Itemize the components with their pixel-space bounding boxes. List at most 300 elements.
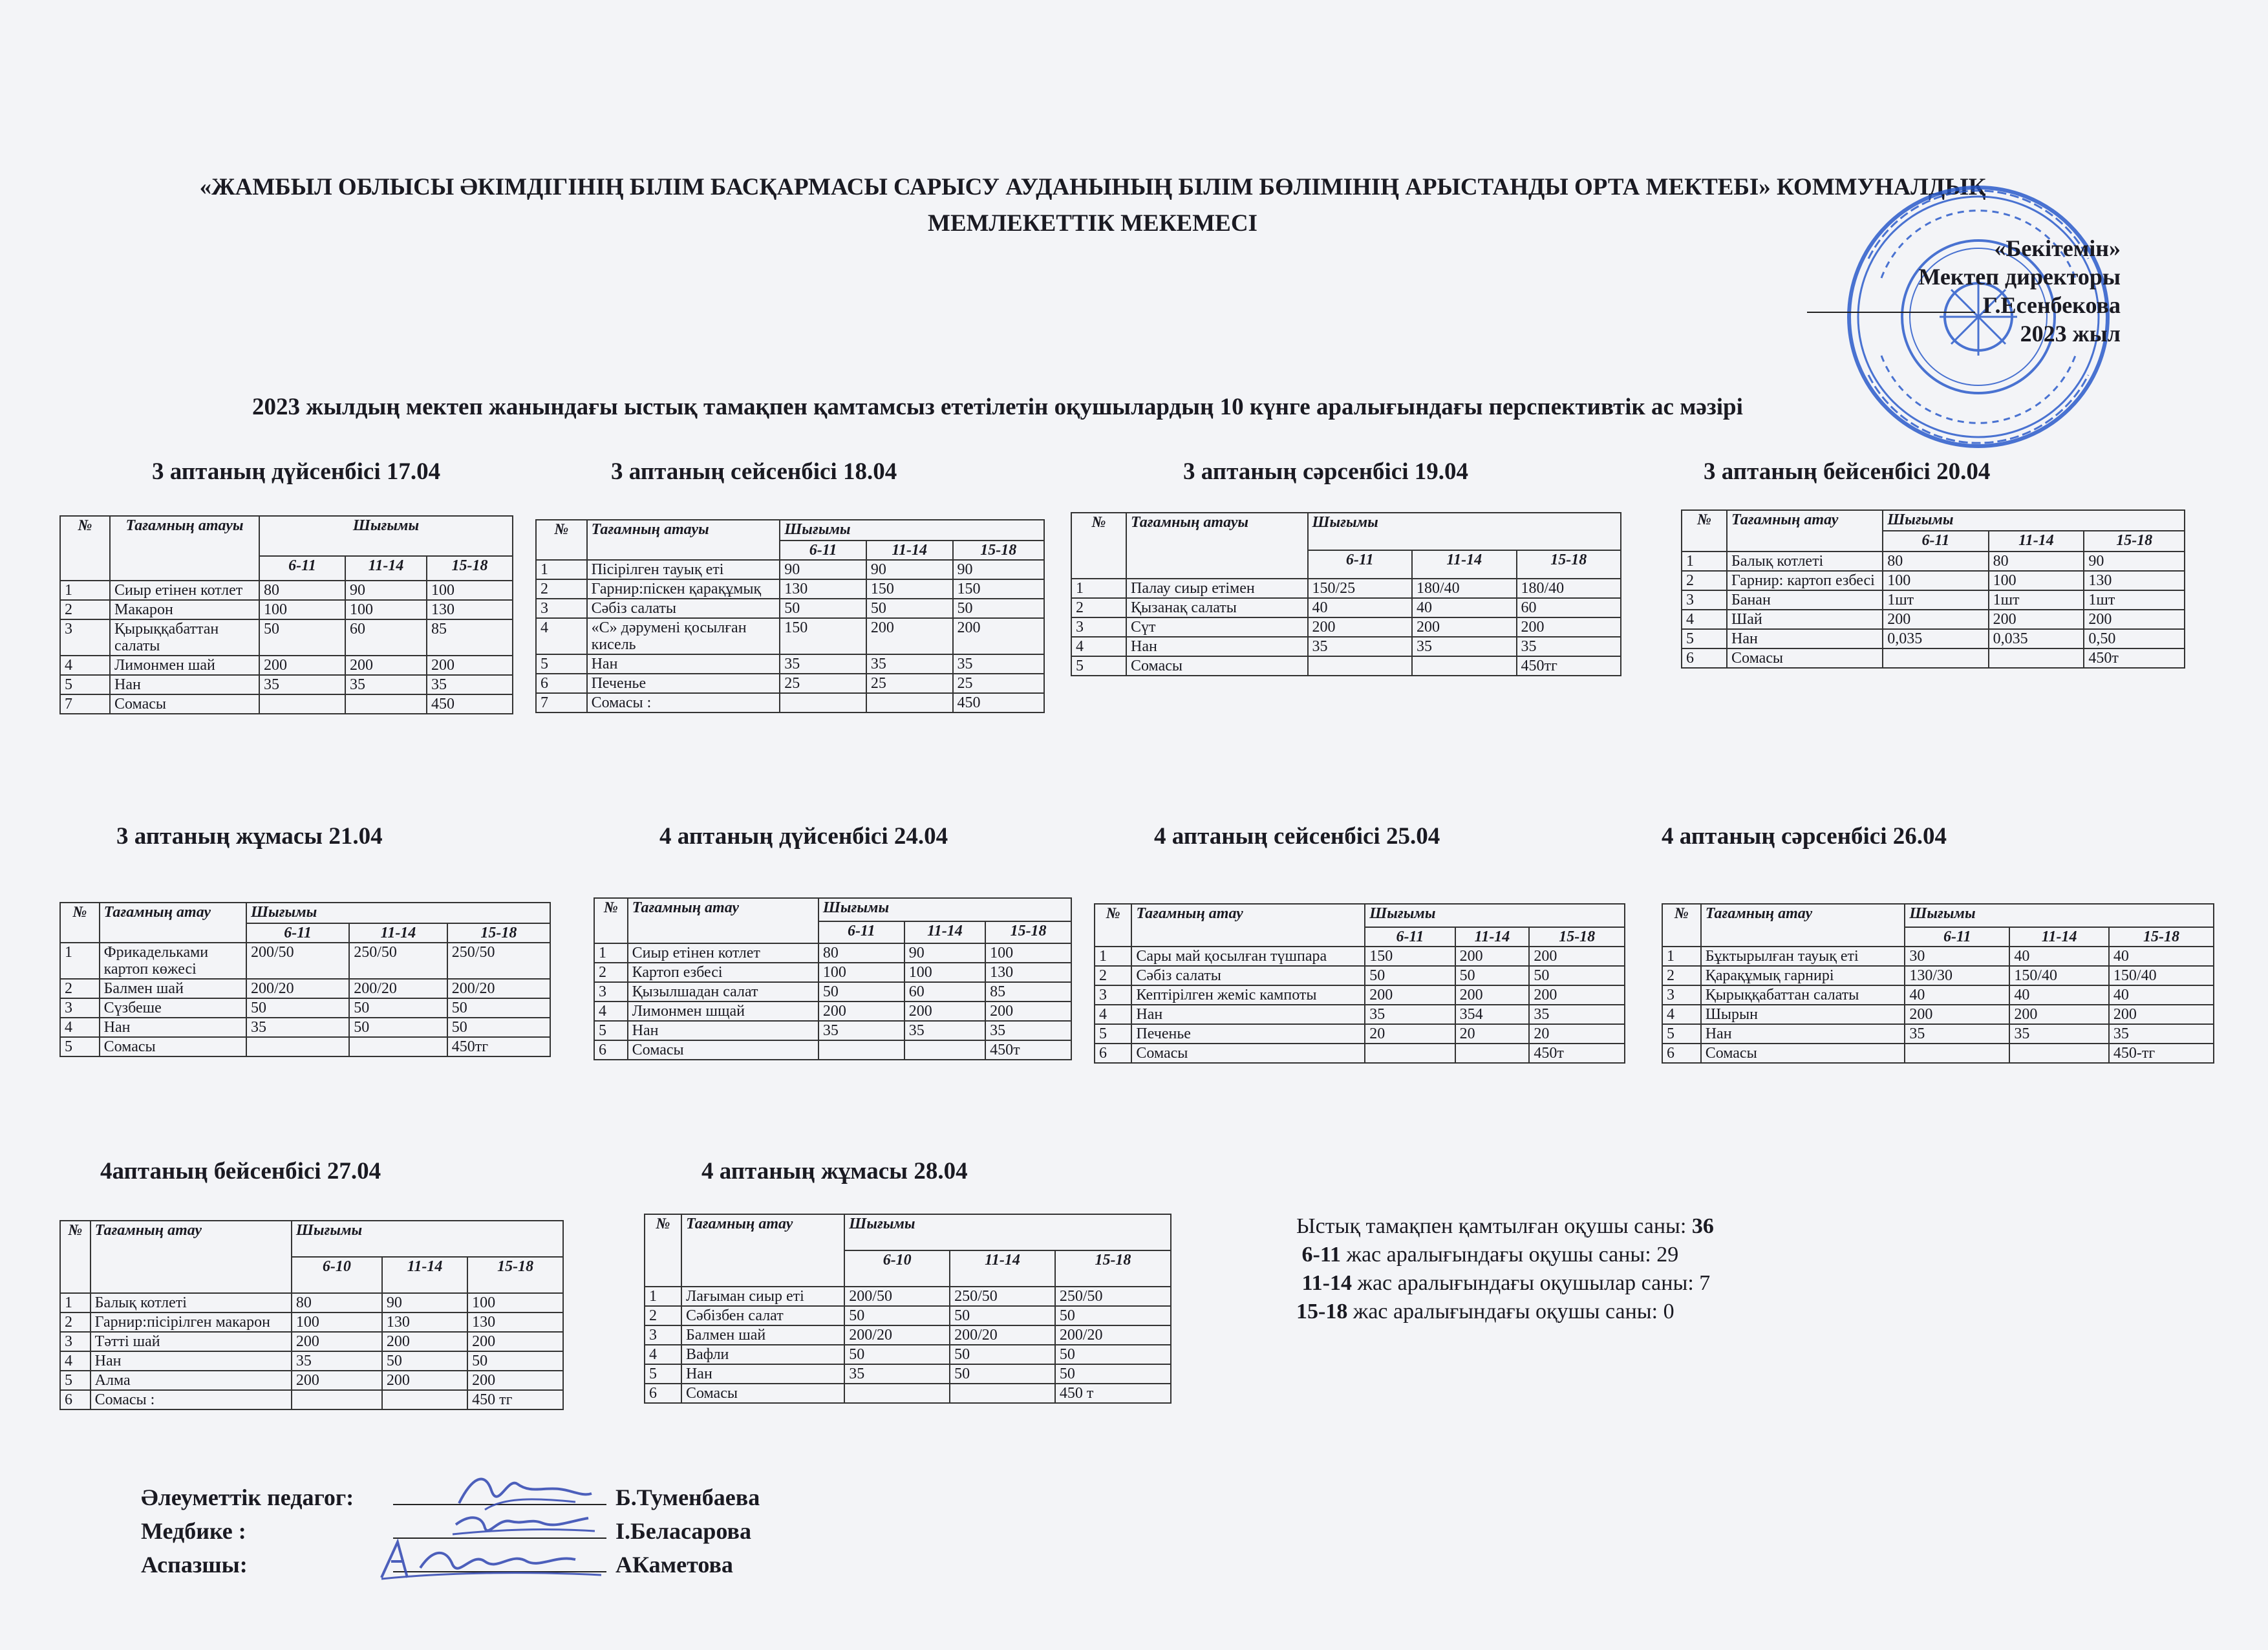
col-dish-name: Тағамның атау [628,898,818,943]
yield-cell: 200 [866,618,953,654]
yield-cell: 35 [1412,637,1517,656]
table-row [60,1371,563,1390]
yield-cell: 100 [904,963,985,982]
yield-cell: 50 [1055,1306,1171,1325]
day-heading: 4 аптаның сейсенбісі 25.04 [1154,823,1440,850]
yield-cell: 200 [427,656,513,675]
col-age: 6-11 [1905,927,2009,947]
col-dish-name: Тағамның атау [681,1214,844,1287]
row-number-cell: 2 [60,600,110,619]
yield-cell: 200 [985,1002,1071,1021]
yield-cell: 25 [780,674,866,693]
stats-group-1 [1296,1241,1714,1269]
row-number-cell: 6 [60,1390,91,1409]
table-row [1662,947,2214,966]
yield-cell: 35 [1517,637,1621,656]
col-age: 6-11 [818,921,904,943]
row-number-cell: 3 [1071,617,1126,637]
stats-total-label: Ыстық тамақпен қамтылған оқушы саны: [1296,1214,1692,1238]
yield-cell: 50 [780,599,866,618]
yield-cell: 35 [780,654,866,674]
col-age: 6-11 [780,541,866,560]
yield-cell: 50 [818,982,904,1002]
dish-name-cell: Сомасы [1126,656,1308,676]
row-number-cell: 6 [536,674,587,693]
signature-line [1807,312,1975,313]
table-row [1662,1024,2214,1044]
yield-cell: 20 [1455,1024,1530,1044]
dish-name-cell: Нан [1126,637,1308,656]
dish-name-cell: Сомасы [1131,1044,1365,1063]
col-age: 15-18 [1529,927,1625,947]
row-number-cell: 3 [60,1332,91,1351]
table-row [1071,637,1621,656]
col-age: 15-18 [447,923,550,943]
dish-name-cell: Нан [100,1018,246,1037]
day-heading: 3 аптаның дүйсенбісі 17.04 [152,458,441,485]
yield-cell: 90 [382,1293,467,1312]
row-number-cell: 1 [60,1293,91,1312]
dish-name-cell: Нан [1131,1005,1365,1024]
col-number: № [1682,510,1727,552]
yield-cell: 50 [467,1351,563,1371]
yield-cell: 200 [259,656,345,675]
dish-name-cell: Алма [91,1371,292,1390]
table-row [60,998,550,1018]
table-row [645,1345,1171,1364]
day-heading: 3 аптаның бейсенбісі 20.04 [1704,458,1991,485]
dish-name-cell: Лимонмен шай [110,656,259,675]
col-yield: Шығымы [1883,510,2185,531]
yield-cell: 1шт [2084,590,2185,610]
yield-cell: 200 [345,656,427,675]
row-number-cell: 1 [1682,552,1727,571]
dish-name-cell: Банан [1727,590,1883,610]
dish-name-cell: Қырыққабаттан салаты [1701,985,1905,1005]
dish-name-cell: Шырын [1701,1005,1905,1024]
yield-cell: 200 [2109,1005,2214,1024]
col-age: 11-14 [382,1257,467,1293]
col-age: 6-10 [844,1250,950,1287]
col-age: 11-14 [950,1250,1055,1287]
yield-cell: 35 [292,1351,382,1371]
row-number-cell: 4 [1095,1005,1131,1024]
table-row [536,654,1044,674]
table-row [536,693,1044,712]
yield-cell: 35 [246,1018,349,1037]
yield-cell [1455,1044,1530,1063]
row-number-cell: 6 [594,1040,628,1060]
col-age: 11-14 [1989,531,2084,552]
dish-name-cell: Пісірілген тауық еті [587,560,780,579]
row-number-cell: 2 [1682,571,1727,590]
row-number-cell: 5 [1071,656,1126,676]
row-number-cell: 2 [1071,598,1126,617]
dish-name-cell: Сомасы [681,1384,844,1403]
dish-name-cell: Кептірілген жеміс кампоты [1131,985,1365,1005]
yield-cell [1365,1044,1455,1063]
stats-label: жас аралығындағы оқушы саны: 0 [1347,1300,1674,1323]
yield-cell: 250/50 [1055,1287,1171,1306]
col-dish-name: Тағамның атауы [587,520,780,560]
table-row [1095,1044,1625,1063]
col-dish-name: Тағамның атау [100,903,246,943]
yield-cell: 200 [2009,1005,2109,1024]
yield-cell: 200 [1529,985,1625,1005]
stats-label: жас аралығындағы оқушы саны: 29 [1340,1243,1679,1267]
table-row [1682,571,2185,590]
table-row [60,1293,563,1312]
yield-cell: 200 [1905,1005,2009,1024]
dish-name-cell: Сомасы [1701,1044,1905,1063]
dish-name-cell: Макарон [110,600,259,619]
row-number-cell: 3 [60,998,100,1018]
row-number-cell: 1 [1095,947,1131,966]
row-number-cell: 5 [60,675,110,694]
row-number-cell: 5 [536,654,587,674]
col-age: 11-14 [345,556,427,581]
yield-cell: 80 [259,581,345,600]
yield-cell: 50 [246,998,349,1018]
yield-cell: 35 [2009,1024,2109,1044]
row-number-cell: 6 [1662,1044,1701,1063]
row-number-cell: 2 [60,979,100,998]
col-yield: Шығымы [818,898,1071,921]
row-number-cell: 2 [1095,966,1131,985]
yield-cell: 450тг [1517,656,1621,676]
signature-role: Аспазшы: [141,1552,248,1578]
day-heading: 4 аптаның сәрсенбісі 26.04 [1662,823,1947,850]
yield-cell [866,693,953,712]
table-row [594,963,1071,982]
row-number-cell: 1 [1071,579,1126,598]
col-yield: Шығымы [844,1214,1171,1250]
row-number-cell: 4 [645,1345,681,1364]
dish-name-cell: Сомасы : [91,1390,292,1409]
yield-cell: 130 [382,1312,467,1332]
dish-name-cell: Сомасы [1727,648,1883,668]
table-row [1095,1024,1625,1044]
table-row [60,581,513,600]
table-row [1682,648,2185,668]
dish-name-cell: Шай [1727,610,1883,629]
col-dish-name: Тағамның атау [1131,904,1365,947]
col-age: 11-14 [349,923,447,943]
col-yield: Шығымы [292,1221,563,1257]
col-yield: Шығымы [780,520,1044,541]
dish-name-cell: Сомасы : [587,693,780,712]
yield-cell [780,693,866,712]
row-number-cell: 4 [1682,610,1727,629]
yield-cell: 150 [866,579,953,599]
yield-cell: 80 [1883,552,1988,571]
col-age: 6-11 [259,556,345,581]
approval-block [1807,234,2121,348]
yield-cell: 90 [953,560,1045,579]
yield-cell: 50 [447,1018,550,1037]
col-age: 6-11 [1308,550,1413,579]
yield-cell: 100 [427,581,513,600]
dish-name-cell: Тәтті шай [91,1332,292,1351]
yield-cell: 100 [467,1293,563,1312]
col-number: № [1662,904,1701,947]
yield-cell: 200/20 [349,979,447,998]
yield-cell: 50 [866,599,953,618]
yield-cell: 200/20 [447,979,550,998]
dish-name-cell: Лағыман сиыр еті [681,1287,844,1306]
yield-cell: 130 [467,1312,563,1332]
dish-name-cell: Балық котлеті [1727,552,1883,571]
row-number-cell: 6 [1095,1044,1131,1063]
table-row [536,579,1044,599]
yield-cell: 200 [1455,985,1530,1005]
dish-name-cell: Нан [1727,629,1883,648]
col-number: № [60,1221,91,1293]
col-age: 15-18 [427,556,513,581]
row-number-cell: 5 [1682,629,1727,648]
row-number-cell: 2 [1662,966,1701,985]
dish-name-cell: Балмен шай [100,979,246,998]
yield-cell: 50 [1455,966,1530,985]
yield-cell: 40 [2009,947,2109,966]
yield-cell [382,1390,467,1409]
row-number-cell: 4 [1662,1005,1701,1024]
yield-cell: 200 [382,1371,467,1390]
row-number-cell: 7 [60,694,110,714]
yield-cell: 200 [292,1371,382,1390]
yield-cell: 50 [349,998,447,1018]
table-row [594,982,1071,1002]
col-age: 15-18 [985,921,1071,943]
col-age: 6-11 [246,923,349,943]
yield-cell: 100 [1883,571,1988,590]
yield-cell: 450 т [1055,1384,1171,1403]
row-number-cell: 4 [60,1351,91,1371]
menu-table [59,1220,564,1410]
title-line-1: «ЖАМБЫЛ ОБЛЫСЫ ӘКІМДІГІНІҢ БІЛІМ БАСҚАРМАСЫ САРЫСУ АУДАНЫНЫҢ БІЛІМ БӨЛІМІНІҢ АРЫСТАНДЫ ОРТА МЕКТЕБІ» КОММУНАЛДЫҚ [199,174,1986,200]
yield-cell: 60 [345,619,427,656]
yield-cell: 30 [1905,947,2009,966]
yield-cell: 35 [904,1021,985,1040]
col-dish-name: Тағамның атау [1727,510,1883,552]
yield-cell: 150 [953,579,1045,599]
row-number-cell: 3 [594,982,628,1002]
col-age: 11-14 [2009,927,2109,947]
stats-group-3 [1296,1298,1714,1326]
table-row [60,1037,550,1056]
dish-name-cell: Қарақұмық гарнирі [1701,966,1905,985]
dish-name-cell: Сомасы [110,694,259,714]
dish-name-cell: Гарнир:піскен қарақұмық [587,579,780,599]
row-number-cell: 3 [1682,590,1727,610]
dish-name-cell: Балық котлеті [91,1293,292,1312]
yield-cell: 35 [866,654,953,674]
yield-cell: 50 [1055,1364,1171,1384]
table-row [645,1287,1171,1306]
row-number-cell: 5 [60,1037,100,1056]
col-number: № [645,1214,681,1287]
col-yield: Шығымы [1365,904,1625,927]
yield-cell: 50 [447,998,550,1018]
yield-cell: 250/50 [950,1287,1055,1306]
table-row [1662,1044,2214,1063]
yield-cell: 0,50 [2084,629,2185,648]
yield-cell: 200 [1989,610,2084,629]
row-number-cell: 1 [645,1287,681,1306]
table-row [1682,590,2185,610]
yield-cell: 150 [780,618,866,654]
table-row [1095,985,1625,1005]
yield-cell: 20 [1529,1024,1625,1044]
yield-cell: 200 [953,618,1045,654]
dish-name-cell: Фрикадельками картоп көжесі [100,943,246,979]
row-number-cell: 3 [536,599,587,618]
col-age: 6-11 [1365,927,1455,947]
row-number-cell: 7 [536,693,587,712]
yield-cell: 450 тг [467,1390,563,1409]
yield-cell: 200 [382,1332,467,1351]
yield-cell: 50 [1055,1345,1171,1364]
dish-name-cell: Нан [1701,1024,1905,1044]
yield-cell [1989,648,2084,668]
yield-cell: 200 [1365,985,1455,1005]
dish-name-cell: Қырыққабаттан салаты [110,619,259,656]
day-heading: 3 аптаның жұмасы 21.04 [116,823,383,850]
col-number: № [1071,513,1126,579]
table-row [645,1364,1171,1384]
table-row [1662,966,2214,985]
yield-cell [818,1040,904,1060]
col-dish-name: Тағамның атау [91,1221,292,1293]
table-row [645,1306,1171,1325]
yield-cell: 90 [780,560,866,579]
row-number-cell: 5 [645,1364,681,1384]
table-row [60,694,513,714]
dish-name-cell: Нан [587,654,780,674]
yield-cell: 0,035 [1883,629,1988,648]
yield-cell: 50 [1529,966,1625,985]
col-age: 15-18 [1055,1250,1171,1287]
yield-cell: 90 [345,581,427,600]
yield-cell: 35 [1905,1024,2009,1044]
signature-role: Әлеуметтік педагог: [141,1484,354,1510]
dish-name-cell: Бұктырылған тауық еті [1701,947,1905,966]
yield-cell: 100 [345,600,427,619]
dish-name-cell: Сәбіз салаты [1131,966,1365,985]
col-age: 11-14 [1455,927,1530,947]
yield-cell: 100 [818,963,904,982]
dish-name-cell: Сәбіз салаты [587,599,780,618]
row-number-cell: 6 [645,1384,681,1403]
row-number-cell: 4 [60,1018,100,1037]
dish-name-cell: Нан [110,675,259,694]
table-row [1071,598,1621,617]
dish-name-cell: Сомасы [100,1037,246,1056]
yield-cell: 150/25 [1308,579,1413,598]
col-dish-name: Тағамның атауы [110,516,259,581]
table-row [60,1351,563,1371]
dish-name-cell: Палау сиыр етімен [1126,579,1308,598]
yield-cell: 200/50 [844,1287,950,1306]
yield-cell: 100 [985,943,1071,963]
table-row [60,1312,563,1332]
dish-name-cell: Картоп езбесі [628,963,818,982]
table-row [645,1384,1171,1403]
yield-cell: 35 [844,1364,950,1384]
row-number-cell: 1 [594,943,628,963]
col-yield: Шығымы [246,903,550,923]
yield-cell: 50 [1365,966,1455,985]
table-row [60,656,513,675]
col-age: 15-18 [953,541,1045,560]
yield-cell: 50 [950,1364,1055,1384]
yield-cell: 200 [904,1002,985,1021]
yield-cell: 200/20 [246,979,349,998]
day-heading: 4аптаның бейсенбісі 27.04 [100,1158,381,1184]
table-row [536,618,1044,654]
col-age: 15-18 [1517,550,1621,579]
yield-cell: 200 [1455,947,1530,966]
yield-cell: 200 [467,1332,563,1351]
yield-cell: 130/30 [1905,966,2009,985]
yield-cell: 60 [1517,598,1621,617]
menu-table [1071,512,1621,676]
approval-title: «Бекітемін» [1994,235,2121,261]
yield-cell: 250/50 [349,943,447,979]
yield-cell: 180/40 [1517,579,1621,598]
yield-cell [345,694,427,714]
stats-label: жас аралығындағы оқушылар саны: 7 [1351,1271,1711,1295]
day-heading: 4 аптаның жұмасы 28.04 [701,1158,968,1184]
table-row [1095,966,1625,985]
yield-cell: 150/40 [2009,966,2109,985]
dish-name-cell: Лимонмен шщай [628,1002,818,1021]
col-yield: Шығымы [1905,904,2214,927]
dish-name-cell: Печенье [587,674,780,693]
signature-name: Б.Туменбаева [615,1484,760,1510]
yield-cell: 200 [1883,610,1988,629]
col-number: № [594,898,628,943]
yield-cell: 40 [2009,985,2109,1005]
yield-cell: 20 [1365,1024,1455,1044]
col-age: 11-14 [904,921,985,943]
dish-name-cell: Вафли [681,1345,844,1364]
yield-cell: 90 [866,560,953,579]
yield-cell: 85 [427,619,513,656]
row-number-cell: 4 [60,656,110,675]
yield-cell [904,1040,985,1060]
table-row [594,943,1071,963]
dish-name-cell: Сары май қосылған түшпара [1131,947,1365,966]
row-number-cell: 3 [1095,985,1131,1005]
row-number-cell: 3 [645,1325,681,1345]
yield-cell: 35 [1529,1005,1625,1024]
yield-cell: 200/20 [1055,1325,1171,1345]
yield-cell: 180/40 [1412,579,1517,598]
yield-cell: 40 [2109,947,2214,966]
yield-cell [246,1037,349,1056]
yield-cell: 35 [953,654,1045,674]
row-number-cell: 2 [645,1306,681,1325]
yield-cell [2009,1044,2109,1063]
yield-cell: 130 [2084,571,2185,590]
row-number-cell: 2 [594,963,628,982]
signature-role: Медбике : [141,1518,246,1544]
yield-cell: 35 [1365,1005,1455,1024]
yield-cell: 354 [1455,1005,1530,1024]
table-row [60,619,513,656]
yield-cell: 130 [780,579,866,599]
